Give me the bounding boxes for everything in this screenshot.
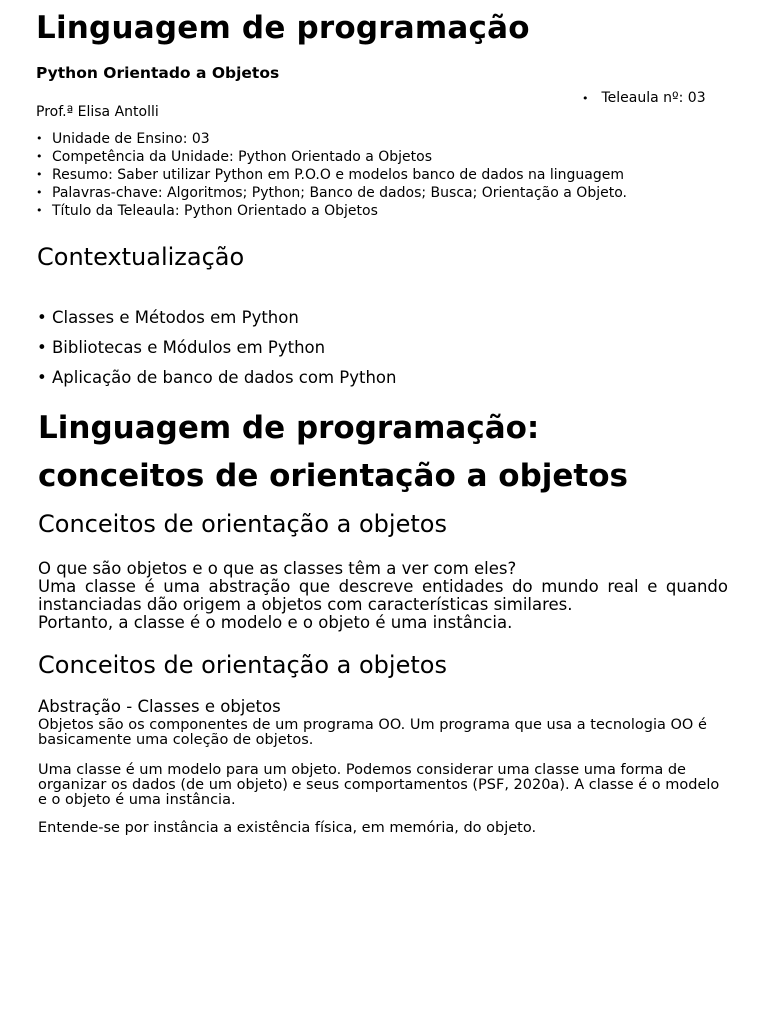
meta-item: • Título da Teleaula: Python Orientado a Objetos — [36, 202, 627, 220]
concepts-definition: Uma classe é uma abstração que descreve entidades do mundo real e quando instanciadas dão origem a objetos com características similares. — [38, 577, 728, 614]
teleaula-number — [582, 90, 706, 106]
meta-item: • Competência da Unidade: Python Orientado a Objetos — [36, 148, 627, 166]
abstraction-paragraph: Uma classe é um modelo para um objeto. Podemos considerar uma classe uma forma de organizar os dados (de um objeto) e seus comportamentos (PSF, 2020a). A classe é o modelo e o objeto é uma instância. — [38, 762, 720, 808]
context-heading: Contextualização — [37, 243, 245, 271]
page-subtitle: Python Orientado a Objetos — [36, 64, 280, 82]
meta-item: • Palavras-chave: Algoritmos; Python; Banco de dados; Busca; Orientação a Objeto. — [36, 184, 627, 202]
concepts-question: O que são objetos e o que as classes têm a ver com eles? — [38, 559, 517, 578]
concepts-body — [38, 560, 728, 632]
concepts-conclusion: Portanto, a classe é o modelo e o objeto é uma instância. — [38, 613, 513, 632]
section-title-line: conceitos de orientação a objetos — [38, 458, 628, 494]
lesson-meta-list — [36, 130, 627, 220]
context-topic-list — [37, 303, 397, 393]
section-title — [38, 404, 628, 500]
section-title-line: Linguagem de programação: — [38, 410, 540, 446]
concepts-heading: Conceitos de orientação a objetos — [38, 510, 447, 538]
meta-item: • Resumo: Saber utilizar Python em P.O.O e modelos banco de dados na linguagem — [36, 166, 627, 184]
abstraction-paragraph: Entende-se por instância a existência física, em memória, do objeto. — [38, 820, 537, 836]
meta-item: • Unidade de Ensino: 03 — [36, 130, 627, 148]
context-topic: • Aplicação de banco de dados com Python — [37, 363, 397, 393]
context-topic: • Bibliotecas e Módulos em Python — [37, 333, 397, 363]
abstraction-subheading: Abstração - Classes e objetos — [38, 697, 281, 716]
professor-name: Prof.ª Elisa Antolli — [36, 104, 159, 120]
teleaula-label: Teleaula nº: 03 — [601, 90, 706, 106]
abstraction-paragraph: Objetos são os componentes de um programa OO. Um programa que usa a tecnologia OO é basicamente uma coleção de objetos. — [38, 717, 707, 748]
context-topic: • Classes e Métodos em Python — [37, 303, 397, 333]
bullet-marker: • — [582, 92, 589, 105]
concepts-heading-2: Conceitos de orientação a objetos — [38, 651, 447, 679]
page-title: Linguagem de programação — [36, 10, 530, 46]
